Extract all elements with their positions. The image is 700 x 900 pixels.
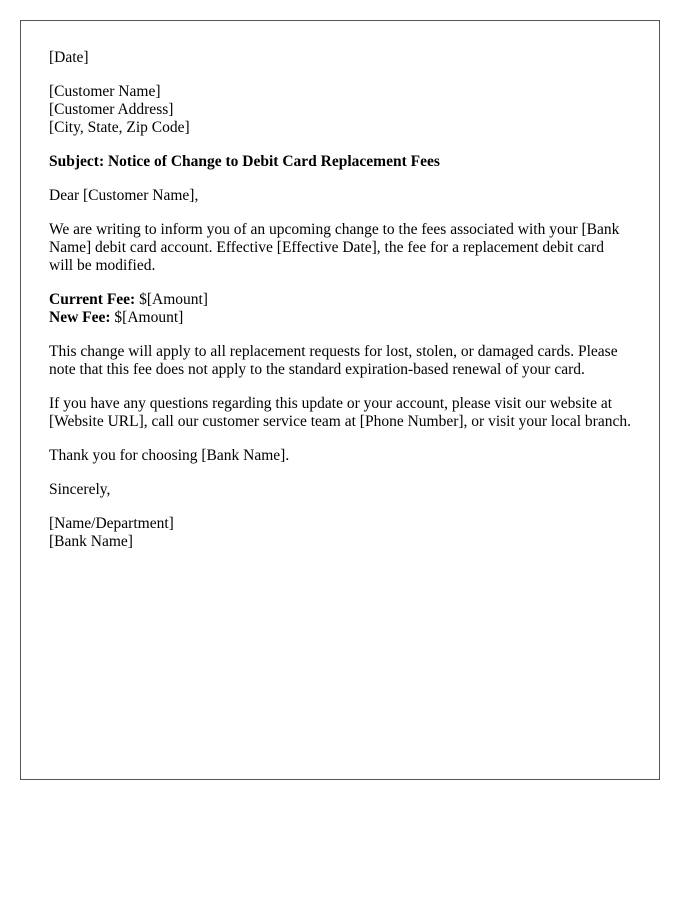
recipient-address: [Customer Address] [49, 101, 174, 118]
salutation [49, 187, 631, 205]
recipient-city-state-zip: [City, State, Zip Code] [49, 119, 190, 136]
thanks-paragraph [49, 447, 631, 465]
new-fee-label: New Fee: [49, 309, 111, 326]
recipient-address-block [49, 83, 631, 137]
date-text: [Date] [49, 49, 89, 66]
current-fee-value: $[Amount] [135, 291, 208, 308]
signature-name-department: [Name/Department] [49, 515, 174, 532]
contact-paragraph [49, 395, 631, 431]
current-fee-line [49, 291, 631, 309]
applicability-text: This change will apply to all replacement requests for lost, stolen, or damaged cards. Please note that this fee does not apply to the standard expiration-based renewal of your card. [49, 343, 618, 378]
closing-text: Sincerely, [49, 481, 111, 498]
recipient-name: [Customer Name] [49, 83, 161, 100]
fees-block [49, 291, 631, 327]
signature-bank-name: [Bank Name] [49, 533, 133, 550]
applicability-paragraph [49, 343, 631, 379]
subject-text: Subject: Notice of Change to Debit Card Replacement Fees [49, 153, 440, 170]
new-fee-value: $[Amount] [110, 309, 184, 326]
salutation-text: Dear [Customer Name], [49, 187, 199, 204]
thanks-text: Thank you for choosing [Bank Name]. [49, 447, 290, 464]
letter-document [20, 20, 660, 780]
intro-paragraph [49, 221, 631, 275]
contact-text: If you have any questions regarding this update or your account, please visit our website at [Website URL], call our customer service team at [Phone Number], or visit your local branch. [49, 395, 631, 430]
closing [49, 481, 631, 499]
current-fee-label: Current Fee: [49, 291, 136, 308]
intro-text: We are writing to inform you of an upcoming change to the fees associated with your [Bank Name] debit card account. Effective [Effective Date], the fee for a replacement debit card will be modified. [49, 221, 620, 274]
new-fee-line [49, 309, 631, 327]
date-line [49, 49, 631, 67]
subject-line [49, 153, 631, 171]
signature-block [49, 515, 631, 551]
